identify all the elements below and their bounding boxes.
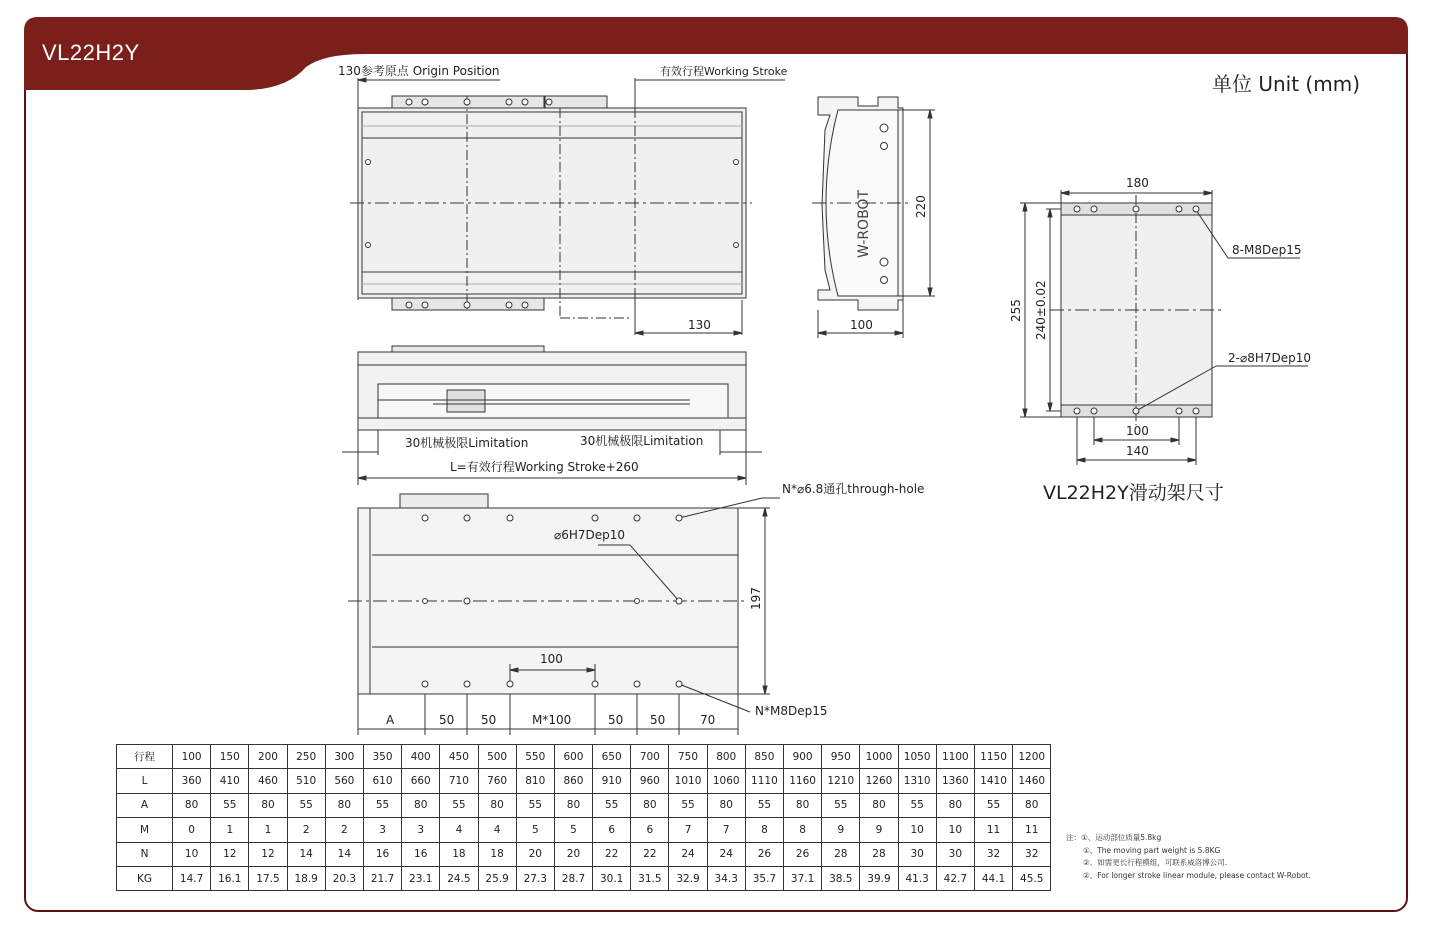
table-cell: 14.7	[173, 866, 211, 890]
bottom-dim-6: 70	[700, 713, 716, 727]
bottom-dim-a: A	[386, 713, 395, 727]
table-cell: 20	[516, 842, 554, 866]
table-cell: 960	[631, 769, 669, 793]
table-cell: 80	[631, 793, 669, 817]
table-cell: 28	[822, 842, 860, 866]
top-view	[350, 78, 785, 335]
table-cell: 16.1	[211, 866, 249, 890]
table-cell: 20.3	[325, 866, 363, 890]
table-cell: 44.1	[974, 866, 1012, 890]
table-cell: 410	[211, 769, 249, 793]
table-cell: 27.3	[516, 866, 554, 890]
note-line-4: ②、For longer stroke linear module, please contact W-Robot.	[1083, 870, 1311, 880]
table-cell: 1100	[936, 745, 974, 769]
table-cell: 710	[440, 769, 478, 793]
table-cell: 41.3	[898, 866, 936, 890]
table-cell: 31.5	[631, 866, 669, 890]
table-cell: 1050	[898, 745, 936, 769]
table-cell: 7	[669, 818, 707, 842]
table-cell: 760	[478, 769, 516, 793]
note-line-2: ①、The moving part weight is 5.8KG	[1083, 845, 1221, 855]
base-dim-197: 197	[749, 587, 763, 610]
table-cell: 80	[936, 793, 974, 817]
table-row	[117, 842, 1051, 866]
table-cell: 32	[1013, 842, 1051, 866]
table-cell: 21.7	[363, 866, 401, 890]
table-cell: 100	[173, 745, 211, 769]
table-cell: 55	[363, 793, 401, 817]
table-cell: 510	[287, 769, 325, 793]
note-line-1	[1066, 832, 1311, 845]
table-cell: 12	[249, 842, 287, 866]
table-cell: 1210	[822, 769, 860, 793]
table-cell: 42.7	[936, 866, 974, 890]
table-cell: 1160	[784, 769, 822, 793]
row-label: A	[117, 793, 173, 817]
table-cell: 8	[745, 818, 783, 842]
tap-label: N*M8Dep15	[755, 704, 828, 718]
table-cell: 1000	[860, 745, 898, 769]
table-cell: 80	[249, 793, 287, 817]
table-cell: 11	[974, 818, 1012, 842]
table-cell: 1460	[1013, 769, 1051, 793]
limit-left-label: 30机械极限Limitation	[405, 436, 529, 450]
table-cell: 10	[936, 818, 974, 842]
table-cell: 18	[478, 842, 516, 866]
table-cell: 37.1	[784, 866, 822, 890]
table-cell: 1060	[707, 769, 745, 793]
table-cell: 1150	[974, 745, 1012, 769]
table-cell: 5	[516, 818, 554, 842]
table-cell: 900	[784, 745, 822, 769]
note-prefix: 注：	[1066, 833, 1081, 842]
note-line-3: ②、如需更长行程模组，可联系威洛博公司.	[1083, 858, 1228, 867]
table-cell: 650	[593, 745, 631, 769]
table-cell: 55	[593, 793, 631, 817]
bottom-dim-5: 50	[650, 713, 666, 727]
table-cell: 1310	[898, 769, 936, 793]
table-cell: 55	[974, 793, 1012, 817]
table-cell: 11	[1013, 818, 1051, 842]
unit-label: 单位 Unit (mm)	[1212, 72, 1360, 96]
table-cell: 22	[593, 842, 631, 866]
table-cell: 80	[478, 793, 516, 817]
table-cell: 22	[631, 842, 669, 866]
table-row	[117, 793, 1051, 817]
table-cell: 80	[402, 793, 440, 817]
notes	[1066, 832, 1311, 882]
table-cell: 55	[669, 793, 707, 817]
table-cell: 55	[898, 793, 936, 817]
table-cell: 80	[707, 793, 745, 817]
stroke-label: 有效行程Working Stroke	[660, 65, 788, 78]
table-cell: 200	[249, 745, 287, 769]
carriage-dim-140: 140	[1126, 444, 1149, 458]
origin-label: 130参考原点 Origin Position	[338, 64, 500, 78]
table-row	[117, 866, 1051, 890]
table-cell: 450	[440, 745, 478, 769]
carriage-dim-240: 240±0.02	[1034, 280, 1048, 340]
table-cell: 35.7	[745, 866, 783, 890]
table-cell: 9	[822, 818, 860, 842]
table-cell: 39.9	[860, 866, 898, 890]
carriage-view	[1020, 190, 1308, 465]
row-label: N	[117, 842, 173, 866]
table-cell: 28.7	[554, 866, 592, 890]
table-cell: 8	[784, 818, 822, 842]
table-cell: 460	[249, 769, 287, 793]
table-cell: 10	[898, 818, 936, 842]
table-cell: 45.5	[1013, 866, 1051, 890]
table-cell: 3	[402, 818, 440, 842]
table-cell: 4	[440, 818, 478, 842]
table-row	[117, 769, 1051, 793]
table-cell: 55	[440, 793, 478, 817]
spec-table	[116, 744, 1051, 891]
table-cell: 26	[784, 842, 822, 866]
table-cell: 26	[745, 842, 783, 866]
table-cell: 750	[669, 745, 707, 769]
table-cell: 17.5	[249, 866, 287, 890]
table-cell: 55	[822, 793, 860, 817]
table-cell: 800	[707, 745, 745, 769]
table-cell: 0	[173, 818, 211, 842]
table-cell: 80	[860, 793, 898, 817]
brand-mark: W-ROBOT	[856, 189, 872, 258]
table-cell: 7	[707, 818, 745, 842]
table-cell: 150	[211, 745, 249, 769]
dowel-label: ⌀6H7Dep10	[554, 528, 626, 542]
table-cell: 950	[822, 745, 860, 769]
carriage-dim-100: 100	[1126, 424, 1149, 438]
table-cell: 14	[287, 842, 325, 866]
table-cell: 3	[363, 818, 401, 842]
carriage-dim-255: 255	[1009, 299, 1023, 322]
table-cell: 5	[554, 818, 592, 842]
table-cell: 16	[402, 842, 440, 866]
table-cell: 55	[211, 793, 249, 817]
table-cell: 2	[325, 818, 363, 842]
table-cell: 810	[516, 769, 554, 793]
carriage-dim-180: 180	[1126, 176, 1149, 190]
bottom-dim-m: M*100	[532, 713, 572, 727]
table-cell: 14	[325, 842, 363, 866]
table-cell: 28	[860, 842, 898, 866]
bottom-dim-2: 50	[481, 713, 497, 727]
carriage-tap-label: 8-M8Dep15	[1232, 243, 1302, 257]
table-cell: 80	[784, 793, 822, 817]
table-cell: 30	[898, 842, 936, 866]
table-cell: 1	[249, 818, 287, 842]
length-label: L=有效行程Working Stroke+260	[450, 460, 639, 474]
table-cell: 500	[478, 745, 516, 769]
table-cell: 12	[211, 842, 249, 866]
table-cell: 860	[554, 769, 592, 793]
table-cell: 9	[860, 818, 898, 842]
row-label: KG	[117, 866, 173, 890]
table-cell: 24	[669, 842, 707, 866]
table-cell: 4	[478, 818, 516, 842]
table-cell: 55	[745, 793, 783, 817]
bottom-dim-4: 50	[608, 713, 624, 727]
through-hole-label: N*⌀6.8通孔through-hole	[782, 482, 925, 496]
table-cell: 910	[593, 769, 631, 793]
table-cell: 80	[325, 793, 363, 817]
carriage-caption: VL22H2Y滑动架尺寸	[1043, 482, 1224, 504]
table-cell: 700	[631, 745, 669, 769]
table-cell: 16	[363, 842, 401, 866]
note-text-1: ①、运动部位质量5.8kg	[1081, 833, 1162, 842]
table-cell: 1	[211, 818, 249, 842]
table-cell: 660	[402, 769, 440, 793]
table-cell: 1010	[669, 769, 707, 793]
end-dim-100: 100	[850, 318, 873, 332]
table-cell: 850	[745, 745, 783, 769]
table-cell: 550	[516, 745, 554, 769]
table-cell: 34.3	[707, 866, 745, 890]
table-cell: 30.1	[593, 866, 631, 890]
table-cell: 6	[631, 818, 669, 842]
row-label: M	[117, 818, 173, 842]
row-label: L	[117, 769, 173, 793]
model-title: VL22H2Y	[42, 40, 140, 65]
base-dim-100: 100	[540, 652, 563, 666]
table-cell: 23.1	[402, 866, 440, 890]
table-cell: 350	[363, 745, 401, 769]
table-row	[117, 818, 1051, 842]
table-cell: 32	[974, 842, 1012, 866]
table-cell: 6	[593, 818, 631, 842]
table-cell: 38.5	[822, 866, 860, 890]
end-dim-220: 220	[914, 195, 928, 218]
table-cell: 30	[936, 842, 974, 866]
row-label: 行程	[117, 745, 173, 769]
table-cell: 20	[554, 842, 592, 866]
carriage-dowel-label: 2-⌀8H7Dep10	[1228, 351, 1311, 365]
table-cell: 80	[173, 793, 211, 817]
table-cell: 600	[554, 745, 592, 769]
table-cell: 2	[287, 818, 325, 842]
table-cell: 1260	[860, 769, 898, 793]
table-cell: 18	[440, 842, 478, 866]
table-cell: 32.9	[669, 866, 707, 890]
table-cell: 560	[325, 769, 363, 793]
table-cell: 1200	[1013, 745, 1051, 769]
table-cell: 18.9	[287, 866, 325, 890]
table-cell: 300	[325, 745, 363, 769]
table-cell: 400	[402, 745, 440, 769]
top-dim-130: 130	[688, 318, 711, 332]
table-cell: 360	[173, 769, 211, 793]
limit-right-label: 30机械极限Limitation	[580, 434, 704, 448]
bottom-dim-1: 50	[439, 713, 455, 727]
table-cell: 10	[173, 842, 211, 866]
table-cell: 1410	[974, 769, 1012, 793]
table-cell: 80	[554, 793, 592, 817]
table-cell: 24	[707, 842, 745, 866]
table-cell: 55	[516, 793, 554, 817]
table-row	[117, 745, 1051, 769]
table-cell: 1110	[745, 769, 783, 793]
table-cell: 80	[1013, 793, 1051, 817]
table-cell: 610	[363, 769, 401, 793]
table-cell: 55	[287, 793, 325, 817]
table-cell: 25.9	[478, 866, 516, 890]
table-cell: 24.5	[440, 866, 478, 890]
table-cell: 250	[287, 745, 325, 769]
table-cell: 1360	[936, 769, 974, 793]
